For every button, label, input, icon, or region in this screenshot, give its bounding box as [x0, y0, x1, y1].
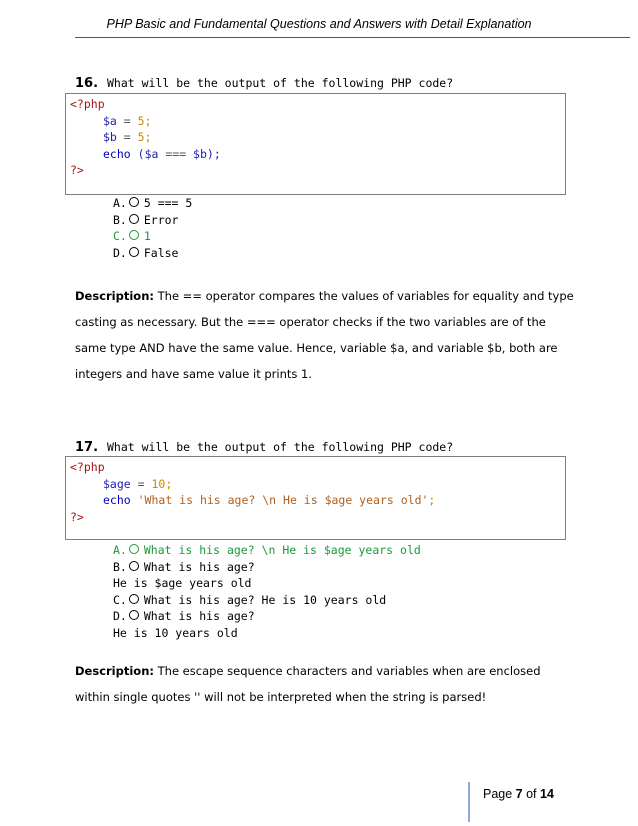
- option-letter: A.: [113, 543, 127, 557]
- option-text: 5 === 5: [143, 196, 193, 210]
- header-rule: [75, 37, 630, 38]
- code-op: ===: [158, 146, 194, 161]
- radio-icon[interactable]: [129, 197, 139, 207]
- question-text: What will be the output of the following PHP code?: [106, 440, 454, 454]
- description-16: [75, 283, 575, 387]
- option-b[interactable]: [113, 559, 421, 576]
- code-var: $age: [103, 476, 131, 491]
- code-var: $a: [144, 146, 159, 161]
- code-end: ;: [428, 493, 436, 507]
- radio-icon[interactable]: [129, 544, 139, 554]
- option-letter: C.: [113, 592, 127, 607]
- option-text: What is his age?: [143, 559, 255, 574]
- option-text: What is his age? He is 10 years old: [143, 592, 387, 607]
- option-text: 1: [143, 229, 151, 243]
- code-keyword: echo: [103, 146, 131, 161]
- header-title: PHP Basic and Fundamental Questions and Answers with Detail Explanation: [106, 17, 532, 31]
- options-17: [113, 542, 421, 641]
- code-num: 5: [137, 113, 145, 128]
- option-a[interactable]: [113, 542, 421, 559]
- code-var: $b: [103, 130, 117, 144]
- option-b[interactable]: [113, 212, 192, 229]
- radio-icon[interactable]: [129, 594, 139, 604]
- code-block-16: [65, 93, 566, 195]
- option-d[interactable]: [113, 245, 192, 262]
- option-a[interactable]: [113, 195, 192, 212]
- description-label: Description:: [75, 289, 154, 303]
- radio-icon[interactable]: [129, 214, 139, 224]
- option-b-continuation: He is $age years old: [113, 576, 252, 590]
- php-open-tag: <?php: [70, 97, 105, 111]
- description-text: The escape sequence characters and variables when are enclosed within single quotes '' will not be interpreted when the string is parsed!: [75, 664, 541, 704]
- page-total: 14: [540, 787, 554, 801]
- radio-icon[interactable]: [129, 610, 139, 620]
- description-label: Description:: [75, 664, 154, 678]
- radio-icon[interactable]: [129, 247, 139, 257]
- php-close-tag: ?>: [70, 509, 84, 524]
- option-letter: D.: [113, 245, 127, 260]
- option-letter: B.: [113, 212, 127, 227]
- code-end: ;: [144, 130, 152, 144]
- php-open-tag: <?php: [70, 460, 105, 474]
- question-text: What will be the output of the following PHP code?: [106, 76, 454, 90]
- code-num: 10: [151, 476, 166, 491]
- page-of: of: [522, 787, 540, 801]
- options-16: [113, 195, 192, 261]
- option-text: What is his age? \n He is $age years old: [143, 543, 421, 557]
- question-number: 17.: [75, 440, 99, 455]
- code-block-17: [65, 456, 566, 540]
- radio-icon[interactable]: [129, 561, 139, 571]
- question-17-title: [75, 440, 453, 455]
- code-op: =: [116, 130, 138, 144]
- php-close-tag: ?>: [70, 163, 84, 177]
- code-end: );: [206, 146, 221, 161]
- option-text: What is his age?: [143, 609, 255, 623]
- option-text: False: [143, 245, 179, 260]
- footer-bar: [468, 782, 470, 822]
- code-op: =: [130, 476, 152, 491]
- option-letter: C.: [113, 229, 127, 243]
- code-string: 'What is his age? \n He is $age years old': [130, 493, 429, 507]
- description-text: The == operator compares the values of variables for equality and type casting as necessary. But the === operator checks if the two variables are of the same type AND have the same value. Hence, variable $a, and variable $b, both are integers and have same value it prints 1.: [75, 289, 574, 381]
- code-end: ;: [144, 113, 152, 128]
- code-num: 5: [137, 130, 145, 144]
- code-keyword: echo: [103, 493, 131, 507]
- code-var: $a: [103, 113, 117, 128]
- description-17: [75, 658, 575, 710]
- code-end: ;: [165, 476, 173, 491]
- code-op: =: [116, 113, 138, 128]
- option-c[interactable]: [113, 592, 421, 609]
- radio-icon[interactable]: [129, 230, 139, 240]
- question-number: 16.: [75, 76, 99, 91]
- option-letter: D.: [113, 609, 127, 623]
- page-number: [483, 787, 554, 801]
- option-d-continuation: He is 10 years old: [113, 625, 238, 640]
- option-d[interactable]: [113, 608, 421, 625]
- question-16-title: [75, 76, 453, 91]
- code-var: $b: [193, 146, 207, 161]
- page-prefix: Page: [483, 787, 516, 801]
- option-text: Error: [143, 212, 179, 227]
- code-paren: (: [130, 146, 145, 161]
- option-letter: B.: [113, 559, 127, 574]
- option-letter: A.: [113, 196, 127, 210]
- page-current: 7: [515, 787, 523, 801]
- option-c[interactable]: [113, 228, 192, 245]
